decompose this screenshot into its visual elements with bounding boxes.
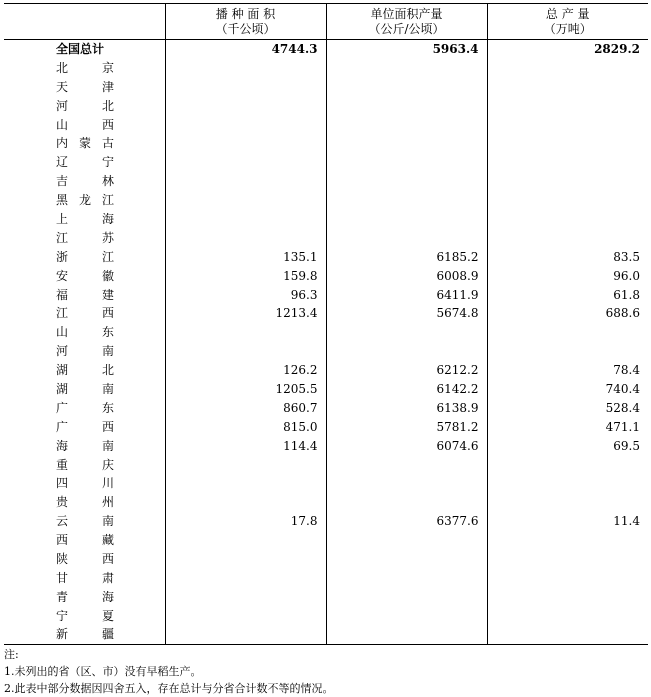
yield-cell: 6138.9	[326, 398, 487, 417]
province-name: 陕西	[56, 551, 114, 566]
province-name: 安徽	[56, 268, 114, 283]
table-row	[4, 531, 648, 550]
header-unit: （万吨）	[543, 21, 592, 36]
output-cell: 11.4	[487, 512, 648, 531]
yield-cell	[326, 493, 487, 512]
header-region	[4, 4, 165, 40]
output-cell	[487, 531, 648, 550]
sown-area-cell	[165, 96, 326, 115]
table-row	[4, 512, 648, 531]
province-name: 贵州	[56, 495, 114, 510]
header-unit: （公斤/公顷）	[368, 21, 445, 36]
output-cell	[487, 153, 648, 172]
sown-area-cell: 114.4	[165, 436, 326, 455]
table-row	[4, 587, 648, 606]
province-name: 天津	[56, 79, 114, 94]
output-cell	[487, 77, 648, 96]
province-name: 浙江	[56, 249, 114, 264]
province-name: 青海	[56, 589, 114, 604]
sown-area-cell: 126.2	[165, 361, 326, 380]
yield-cell	[326, 191, 487, 210]
sown-area-cell	[165, 342, 326, 361]
table-row	[4, 247, 648, 266]
output-cell	[487, 606, 648, 625]
yield-cell	[326, 587, 487, 606]
output-cell	[487, 587, 648, 606]
total-yield: 5963.4	[326, 40, 487, 59]
output-cell	[487, 342, 648, 361]
yield-cell	[326, 455, 487, 474]
table-row	[4, 455, 648, 474]
output-cell: 61.8	[487, 285, 648, 304]
table-row	[4, 58, 648, 77]
table-row	[4, 115, 648, 134]
province-name: 江西	[56, 306, 114, 321]
sown-area-cell	[165, 625, 326, 644]
province-name: 海南	[56, 438, 114, 453]
province-name: 四川	[56, 476, 114, 491]
sown-area-cell: 1213.4	[165, 304, 326, 323]
sown-area-cell	[165, 531, 326, 550]
output-cell: 740.4	[487, 380, 648, 399]
yield-cell	[326, 228, 487, 247]
province-name: 湖南	[56, 381, 114, 396]
yield-cell: 6142.2	[326, 380, 487, 399]
note-item: 1.未列出的省（区、市）没有早稻生产。	[4, 665, 202, 678]
output-cell: 471.1	[487, 417, 648, 436]
province-name: 甘肃	[56, 570, 114, 585]
sown-area-cell	[165, 474, 326, 493]
yield-cell	[326, 172, 487, 191]
header-unit: （千公顷）	[215, 21, 276, 36]
sown-area-cell: 1205.5	[165, 380, 326, 399]
output-cell	[487, 323, 648, 342]
sown-area-cell	[165, 323, 326, 342]
output-cell	[487, 210, 648, 229]
yield-cell	[326, 77, 487, 96]
yield-cell	[326, 474, 487, 493]
sown-area-cell: 159.8	[165, 266, 326, 285]
table-row	[4, 134, 648, 153]
sown-area-cell: 135.1	[165, 247, 326, 266]
province-name: 江苏	[56, 230, 114, 245]
yield-cell: 6074.6	[326, 436, 487, 455]
sown-area-cell	[165, 568, 326, 587]
output-cell	[487, 474, 648, 493]
output-cell	[487, 115, 648, 134]
yield-cell: 6185.2	[326, 247, 487, 266]
table-row	[4, 380, 648, 399]
table-row	[4, 568, 648, 587]
total-row	[4, 40, 648, 59]
table-row	[4, 228, 648, 247]
province-name: 广西	[56, 419, 114, 434]
table-row	[4, 285, 648, 304]
total-area: 4744.3	[165, 40, 326, 59]
table-row	[4, 474, 648, 493]
output-cell: 78.4	[487, 361, 648, 380]
sown-area-cell	[165, 77, 326, 96]
header-title: 单位面积产量	[370, 6, 443, 21]
table-row	[4, 550, 648, 569]
sown-area-cell: 815.0	[165, 417, 326, 436]
province-name: 云南	[56, 514, 114, 529]
output-cell: 528.4	[487, 398, 648, 417]
yield-cell	[326, 153, 487, 172]
sown-area-cell	[165, 228, 326, 247]
province-name: 河北	[56, 98, 114, 113]
yield-cell: 6008.9	[326, 266, 487, 285]
table-row	[4, 96, 648, 115]
sown-area-cell	[165, 134, 326, 153]
province-name: 内蒙古	[56, 136, 114, 151]
yield-cell: 6377.6	[326, 512, 487, 531]
province-name: 山西	[56, 117, 114, 132]
province-name: 山东	[56, 325, 114, 340]
province-name: 河南	[56, 344, 114, 359]
sown-area-cell	[165, 606, 326, 625]
table-row	[4, 266, 648, 285]
output-cell	[487, 96, 648, 115]
note-item: 2.此表中部分数据因四舍五入，存在总计与分省合计数不等的情况。	[4, 682, 334, 695]
table-row	[4, 625, 648, 644]
sown-area-cell	[165, 115, 326, 134]
province-name: 辽宁	[56, 155, 114, 170]
output-cell	[487, 172, 648, 191]
table-row	[4, 606, 648, 625]
total-output: 2829.2	[487, 40, 648, 59]
yield-cell: 5781.2	[326, 417, 487, 436]
output-cell	[487, 191, 648, 210]
output-cell	[487, 550, 648, 569]
yield-cell	[326, 96, 487, 115]
province-name: 黑龙江	[56, 193, 114, 208]
sown-area-cell	[165, 493, 326, 512]
province-name: 福建	[56, 287, 114, 302]
province-name: 上海	[56, 211, 114, 226]
province-name: 西藏	[56, 533, 114, 548]
table-row	[4, 210, 648, 229]
province-name: 新疆	[4, 625, 165, 644]
sown-area-cell: 96.3	[165, 285, 326, 304]
yield-cell: 6212.2	[326, 361, 487, 380]
output-cell	[487, 568, 648, 587]
notes-label: 注:	[4, 648, 19, 661]
yield-cell	[326, 134, 487, 153]
table-row	[4, 342, 648, 361]
yield-cell	[326, 58, 487, 77]
table-row	[4, 323, 648, 342]
sown-area-cell	[165, 210, 326, 229]
table-row	[4, 436, 648, 455]
province-name: 湖北	[56, 363, 114, 378]
sown-area-cell: 860.7	[165, 398, 326, 417]
total-label: 全国总计	[56, 42, 105, 57]
table-row	[4, 153, 648, 172]
province-name: 宁夏	[56, 608, 114, 623]
output-cell: 69.5	[487, 436, 648, 455]
yield-cell	[326, 625, 487, 644]
header-yield-per-area	[326, 4, 487, 40]
output-cell: 83.5	[487, 247, 648, 266]
province-name: 广东	[56, 400, 114, 415]
table-row	[4, 493, 648, 512]
header-row	[4, 4, 648, 40]
output-cell	[487, 134, 648, 153]
table-row	[4, 417, 648, 436]
sown-area-cell	[165, 455, 326, 474]
yield-cell	[326, 606, 487, 625]
output-cell	[487, 58, 648, 77]
province-name: 吉林	[56, 174, 114, 189]
output-cell	[487, 228, 648, 247]
sown-area-cell	[165, 550, 326, 569]
table-row	[4, 191, 648, 210]
yield-cell: 5674.8	[326, 304, 487, 323]
header-title: 总 产 量	[545, 6, 590, 21]
table-row	[4, 77, 648, 96]
yield-cell	[326, 550, 487, 569]
table-row	[4, 398, 648, 417]
yield-cell	[326, 323, 487, 342]
table-row	[4, 361, 648, 380]
sown-area-cell	[165, 172, 326, 191]
early-rice-table	[4, 3, 648, 645]
province-name: 重庆	[56, 457, 114, 472]
output-cell	[487, 455, 648, 474]
yield-cell	[326, 115, 487, 134]
yield-cell	[326, 342, 487, 361]
header-title: 播 种 面 积	[215, 6, 276, 21]
sown-area-cell	[165, 191, 326, 210]
province-name: 北京	[56, 60, 114, 75]
sown-area-cell	[165, 587, 326, 606]
sown-area-cell	[165, 153, 326, 172]
yield-cell	[326, 531, 487, 550]
sown-area-cell: 17.8	[165, 512, 326, 531]
output-cell: 688.6	[487, 304, 648, 323]
header-sown-area	[165, 4, 326, 40]
output-cell: 96.0	[487, 266, 648, 285]
yield-cell	[326, 568, 487, 587]
table-row	[4, 304, 648, 323]
output-cell	[487, 493, 648, 512]
sown-area-cell	[165, 58, 326, 77]
output-cell	[487, 625, 648, 644]
yield-cell: 6411.9	[326, 285, 487, 304]
table-row	[4, 172, 648, 191]
notes	[4, 646, 334, 697]
header-total-output	[487, 4, 648, 40]
yield-cell	[326, 210, 487, 229]
